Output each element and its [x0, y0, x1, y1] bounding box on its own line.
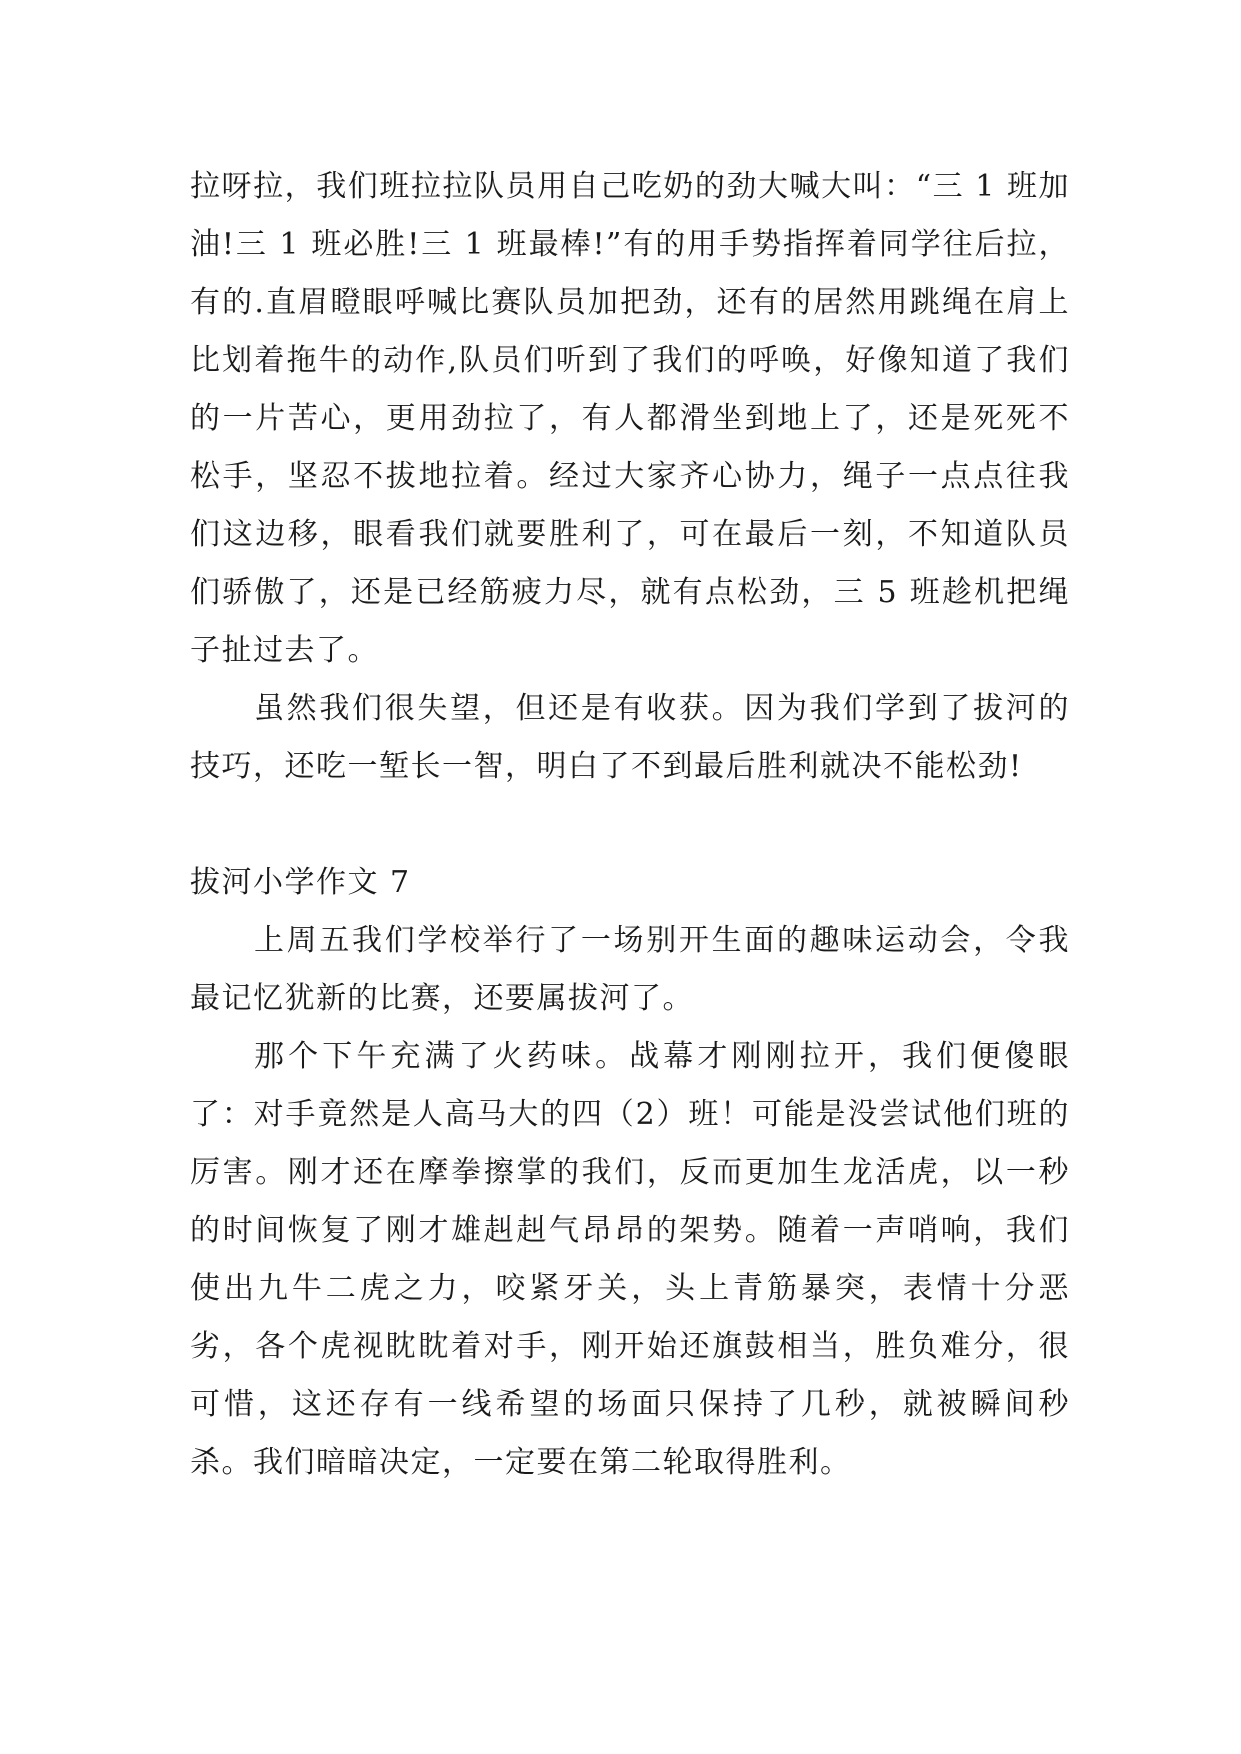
paragraph-disappointment-lesson: 虽然我们很失望，但还是有收获。因为我们学到了拔河的技巧，还吃一堑长一智，明白了不到最后胜利就决不能松劲!: [190, 691, 1070, 784]
document-body: [190, 158, 1070, 1492]
paragraph-sports-meet-intro: 上周五我们学校举行了一场别开生面的趣味运动会，令我最记忆犹新的比赛，还要属拔河了。: [190, 923, 1070, 1016]
paragraph-match-description: 那个下午充满了火药味。战幕才刚刚拉开，我们便傻眼了：对手竟然是人高马大的四（2）班！可能是没尝试他们班的厉害。刚才还在摩拳擦掌的我们，反而更加生龙活虎，以一秒的时间恢复了刚才雄赳赳气昂昂的架势。随着一声哨响，我们使出九牛二虎之力，咬紧牙关，头上青筋暴突，表情十分恶劣，各个虎视眈眈着对手，刚开始还旗鼓相当，胜负难分，很可惜，这还存有一线希望的场面只保持了几秒，就被瞬间秒杀。我们暗暗决定，一定要在第二轮取得胜利。: [190, 1039, 1070, 1480]
essay-heading: 拔河小学作文 7: [190, 865, 411, 900]
paragraph-tug-of-war-cheering: 拉呀拉，我们班拉拉队员用自己吃奶的劲大喊大叫：“三 1 班加油!三 1 班必胜!三 1 班最棒!”有的用手势指挥着同学往后拉，有的.直眉瞪眼呼喊比赛队员加把劲，还有的居然用跳绳在肩上比划着拖牛的动作,队员们听到了我们的呼唤，好像知道了我们的一片苦心，更用劲拉了，有人都滑坐到地上了，还是死死不松手，坚忍不拔地拉着。经过大家齐心协力，绳子一点点往我们这边移，眼看我们就要胜利了，可在最后一刻，不知道队员们骄傲了，还是已经筋疲力尽，就有点松劲，三 5 班趁机把绳子扯过去了。: [190, 169, 1070, 668]
